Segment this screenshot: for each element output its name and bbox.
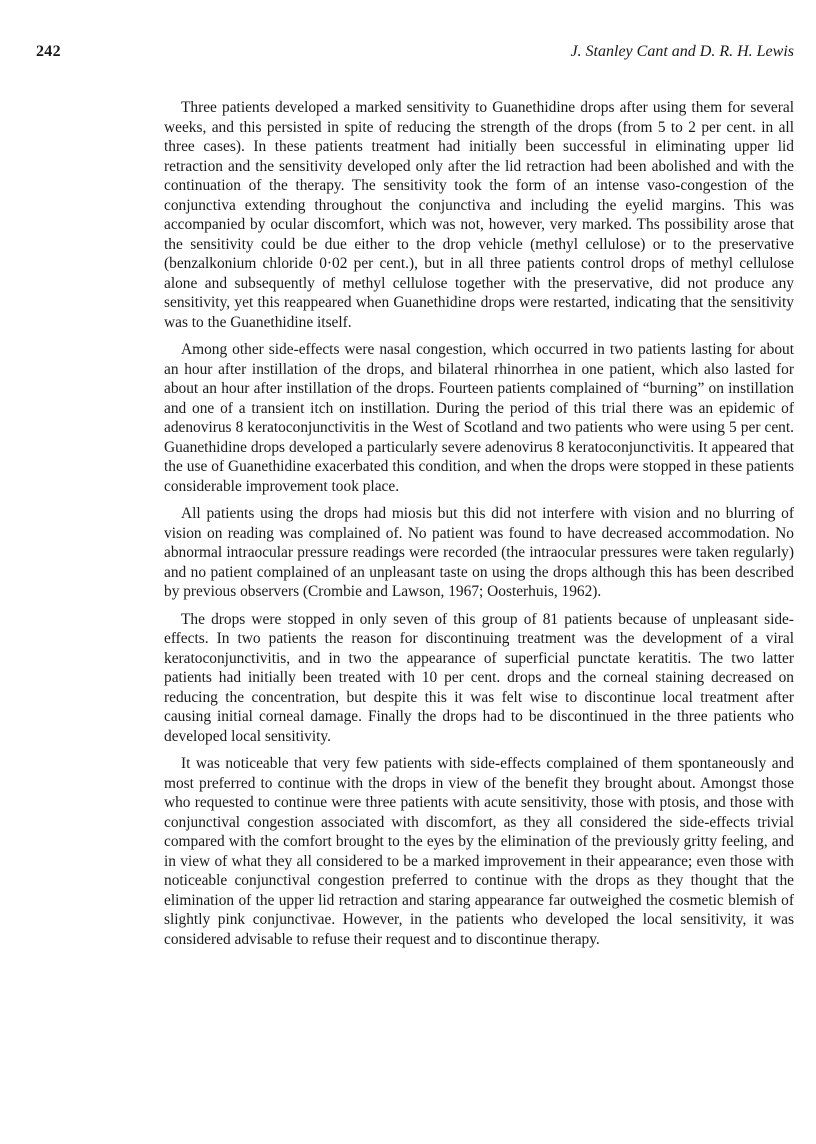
- paragraph-other-side-effects: Among other side-effects were nasal congestion, which occurred in two patients lasting for about an hour after instillation of the drops, and bilateral rhinorrhea in one patient, which also lasted for about an hour after instillation of the drops. Fourteen patients complained of “burning” on instillation and one of a transient itch on instillation. During the period of this trial there was an epidemic of adenovirus 8 keratoconjunctivitis in the West of Scotland and two patients who were using 5 per cent. Guanethidine drops developed a particularly severe adenovirus 8 keratoconjunctivitis. It appeared that the use of Guanethidine exacerbated this condition, and when the drops were stopped in these patients considerable improvement took place.: [164, 341, 794, 495]
- running-head-authors: J. Stanley Cant and D. R. H. Lewis: [570, 43, 794, 60]
- paragraph-patient-preference: It was noticeable that very few patients with side-effects complained of them spontaneously and most preferred to continue with the drops in view of the benefit they brought about. Amongst those who requested to continue were three patients with acute sensitivity, those with ptosis, and those with conjunctival congestion associated with discomfort, as they all considered the side-effects trivial compared with the comfort brought to the eyes by the elimination of the previously gritty feeling, and in view of what they all considered to be a marked improvement in their appearance; even those with noticeable conjunctival congestion preferred to continue with the drops as they thought that the elimination of the upper lid retraction and staring appearance far outweighed the cosmetic blemish of slightly pink conjunctivae. However, in the patients who developed the local sensitivity, it was considered advisable to refuse their request and to discontinue therapy.: [164, 755, 794, 948]
- paragraph-sensitivity: Three patients developed a marked sensitivity to Guanethidine drops after using them for several weeks, and this persisted in spite of reducing the strength of the drops (from 5 to 2 per cent. in all three cases). In these patients treatment had initially been successful in eliminating upper lid retraction and the sensitivity developed only after the lid retraction had been abolished and with the continuation of the therapy. The sensitivity took the form of an intense vaso-congestion of the conjunctiva extending throughout the conjunctiva and including the eyelid margins. This was accompanied by ocular discomfort, which was not, however, very marked. Ths possibility arose that the sensitivity could be due either to the drop vehicle (methyl cellulose) or to the preservative (benzalkonium chloride 0·02 per cent.), but in all three patients control drops of methyl cellulose alone and subsequently of methyl cellulose together with the preservative, did not produce any sensitivity, yet this reappeared when Guanethidine drops were restarted, indicating that the sensitivity was to the Guanethidine itself.: [164, 99, 794, 331]
- article-body: [164, 98, 794, 957]
- paragraph-miosis: All patients using the drops had miosis but this did not interfere with vision and no blurring of vision on reading was complained of. No patient was found to have decreased accommodation. No abnormal intraocular pressure readings were recorded (the intraocular pressures were taken regularly) and no patient complained of an unpleasant taste on using the drops although this has been described by previous observers (Crombie and Lawson, 1967; Oosterhuis, 1962).: [164, 505, 794, 600]
- running-head: [36, 40, 794, 64]
- paragraph-discontinuation: The drops were stopped in only seven of this group of 81 patients because of unpleasant side-effects. In two patients the reason for discontinuing treatment was the development of a viral keratoconjunctivitis, and in two the appearance of superficial punctate keratitis. The two latter patients had initially been treated with 10 per cent. drops and the corneal staining decreased on reducing the concentration, but despite this it was felt wise to discontinue local treatment after causing initial corneal damage. Finally the drops had to be discontinued in the three patients who developed local sensitivity.: [164, 610, 794, 745]
- page-number: 242: [36, 43, 61, 60]
